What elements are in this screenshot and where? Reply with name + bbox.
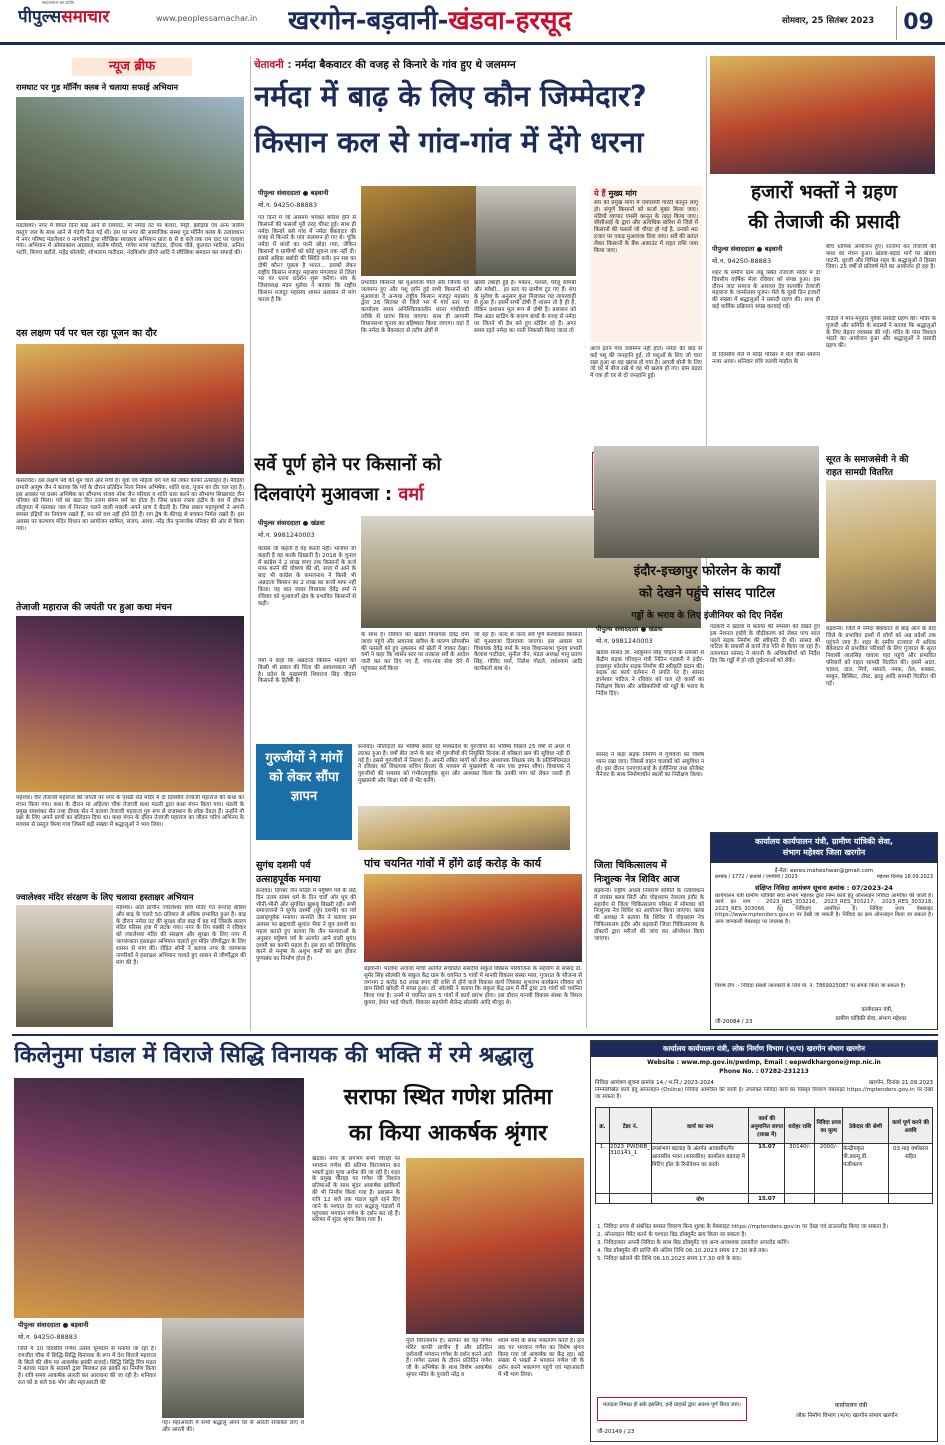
panch-photo [364, 874, 582, 962]
chikitsa-title-1: जिला चिकित्सालय में [594, 860, 667, 871]
section-rule [12, 1034, 938, 1036]
lead-mobile: मो.न. 94250-88883 [258, 201, 318, 209]
tender-col: कार्य पूर्ण करने की अवधि [889, 1108, 933, 1144]
tender-cell [785, 1194, 815, 1204]
tender-1-code: जी-20084 / 23 [715, 1019, 753, 1025]
lead-byline-place: बड़वानी [310, 189, 329, 197]
tejaji-headline-2: की तेजाजी की प्रसादी [748, 211, 900, 233]
indore-byline-place: खंडवा [648, 625, 663, 633]
tender-cell: 2023_PWDRB_310141_1 [609, 1144, 651, 1194]
tender-total-value: 15.07 [749, 1194, 785, 1204]
lead-body-3: खासी तबाही हुई है। मकान, फसलें, घरेलू सामग्री और मवेशी... हर स्तर पर ग्रामीण टूट गए हैं। संघ के मुलेवा के अनुसार कुल मिलाकर यह लापरवाही से हुआ है। इसमें सभी दोषी हैं शासन तो है ही है, लेकिन प्रशासन मूल रूप से दोषी है। प्रशासन को मिस अंडर स्टडिंग के कारण बांधों के वजह से नर्मदा पर जितने भी डैम बने हुए स्टेडिंग रहे हैं। अगर समय रहते नर्मदा का पानी निकासी किया जाता तो [474, 280, 576, 334]
tender-1-sign-2: ग्रामीण यांत्रिकी सेवा, संभाग महेश्वर [835, 1016, 907, 1022]
tender-cell: 2000/- [815, 1144, 843, 1194]
tender-cell [889, 1194, 933, 1204]
news-brief-label: न्यूज ब्रीफ [72, 58, 192, 76]
tender-cell [596, 1194, 610, 1204]
panch-headline: पांच चयनित गांवों में होंगे ढाई करोड़ के कार्य [364, 857, 542, 870]
tagline: सदाशयता का प्रयोग [42, 1, 75, 6]
indore-byline-name: पीपुल्स संवाददाता [596, 625, 639, 633]
section-title-2: खंडवा-हरसूद [448, 6, 572, 36]
ganesh-byline-place: बड़वानी [70, 1321, 89, 1329]
sarve-headline-2 [254, 482, 499, 508]
brief-4-photo [16, 905, 113, 1027]
tender-cell: उपसंभाग बड़वाह के अंतर्गत आवासीय/गैर आवासीय भवन (शासकीय) कार्यालय बड़वाह में मिटिंग हॉल के रिनोवेशन का कार्य। [651, 1144, 749, 1194]
tender-col: क्र. [596, 1108, 610, 1144]
tejaji-byline-place: बड़वानी [764, 245, 783, 253]
ganesh-mobile: मो.न. 94250-88883 [18, 1333, 78, 1341]
ganesh-photo-1 [14, 1078, 304, 1318]
tender-cell: 15.07 [749, 1144, 785, 1194]
brief-3-photo [16, 616, 244, 792]
surat-photo [826, 480, 936, 622]
tejaji-photo [710, 56, 935, 174]
tender-2-ref: निविदा आमंत्रण सूचना क्रमांक 14 / भ.नि./ 2023-2024 [595, 1080, 714, 1086]
tender-1-sign-1: कार्यपालन यंत्री, [861, 1007, 893, 1013]
masthead-rule [0, 42, 945, 45]
tender-cell: केन्द्रीयकृत पी.डब्ल्यू.डी. पंजीकरण [843, 1144, 889, 1194]
tender-1 [710, 832, 938, 1030]
ganesh-photo-2 [162, 1318, 304, 1418]
tender-1-phone: विशेष टीप :- निविदा संबंधी जानकारी के लिये मो. नं. 7869925087 पर संपर्क किया जा सकता है। [715, 983, 906, 989]
sarve-body-1: कांग्रेस जो कहती है वह करती नहीं। भाजपा जो कहती है वह करके दिखाती है। 2018 के चुनाव में कांग्रेस ने 2 लाख रुपए तक किसानों के कर्ज माफ करने की घोषणा की थी, सत्ता में आने के बाद भी कांग्रेस के कमलनाथ ने किसी भी अन्नदाता किसान का 2 लाख का कर्जा माफ नहीं किया। यह बात जावर विधायक देवेंद्र वर्मा ने रविवार को मुआवजों क्षेत्र के प्रभावित किसानों से कही। [258, 546, 356, 607]
tejaji-body-3: बीच धार्मिक आयोजन हुए। रतजगा कर तेजाजी की कथा का मंचन हुआ। खंडवा-बड़दा मार्ग पर खंडवा पाटनी, धुरजी और विभिन्न शहर के श्रद्धालुओं ने हिस्सा लिया। 25 वर्षों से प्रतिवर्ष मेले का आयोजन हो रहा है। [826, 244, 936, 271]
tender-col: ठेकेदार की श्रेणी [843, 1108, 889, 1144]
news-brief-column [16, 56, 246, 916]
demands-title [594, 188, 698, 199]
tender-cell [843, 1194, 889, 1204]
brief-4-body: महेश्वर। अति प्राचीन ज्वालेश्वर शिव मंदिर गत सप्ताह बारिश और बाढ़ के चलते 50 प्रतिशत से अधिक प्रभावित हुआ है। बाढ़ के दौरान नर्मदा तट की सुरक्षा वॉल बाढ़ में बह गई जिसके कारण मंदिर परिसर हवा में लटक गया। नगर के रिप पक्की ने रविवार को ज्वालेश्वर मंदिर की संरक्षण और सुरक्षा के लिए नगर में जागरूकता हस्ताक्षर अभियान चलाते हुए मंदिर जीर्णोद्धार के लिए शासन से मांग की। रोहित सोनी ने बताया नगर के जागरूक नागरिकों ने हस्ताक्षर अभियान चलाते हुए शासन से जीर्णोद्धार की मांग की है। [116, 905, 246, 966]
lead-body-4: आज इतने गांव जलमग्न नहीं होते। नर्मदा की बाढ़ से कई पशु की जनहानि हुई, तो पशुओं के लिए जो चारा रखा हुआ था वह खराब हो गया है। अगली बोनी के लिए जो घर में बीज रखे थे वह भी खराब हो गए। ग्राम बड़दा में एक ही घर से दो जनहानि हुई। [590, 346, 702, 380]
lead-headline-1: नर्मदा में बाढ़ के लिए कौन जिम्मेदार? [254, 79, 647, 113]
table-row [596, 1144, 933, 1194]
indore-headline-1: इंदौर-इच्छापुर फोरलेन के कार्यों [633, 564, 781, 579]
logo-left: पीपुल्स [18, 7, 62, 27]
surat-headline-1: सूरत के समाजसेवी ने की [826, 455, 909, 465]
lead-body-2: प्रभावित किसानों को मुआवजा मिले और जिनके घर जलमग्न हुए और पशु हानि हुई सभी किसानों को मुआवजा दें अन्यथा राष्ट्रीय किसान मजदूर महासंघ द्वारा 26 सितंबर से जिले भर में गांव स्तर पर कार्यालय समय अनिश्चितकालीन धरना गांधीवादी तरीके से प्रारंभ किया जाएगा। साथ ही आगामी विधानसभा चुनाव का बहिष्कार किया जाएगा। वहां दें कि नर्मदा के बैकवाटर से तटीय क्षेत्रों में [361, 280, 469, 334]
indore-byline: पीपुल्स संवाददाता ● खंडवा [596, 625, 663, 633]
brief-4-title: ज्वालेश्वर मंदिर संरक्षण के लिए चलाया हस्ताक्षर अभियान [16, 893, 194, 903]
col-rule-3 [586, 628, 587, 1028]
col-rule-1 [250, 56, 251, 1031]
gurujiyon-photo [358, 806, 570, 850]
tender-2-total-row [596, 1194, 933, 1204]
ganesh-body-4: मूर्ति विराजमान है। सराफा का यह गणेश मंदिर काफी प्राचीन है और प्रतिदिन दर्शनार्थी भगवान गणेश के दर्शन करने आते हैं। गणेश उत्सव के दौरान प्रतिदिन गणेश जी के अभिषेक के साथ विशेष आकर्षक श्रृंगार मंदिर के पुजारी नरेंद्र व [406, 1338, 492, 1379]
chikitsa-title-2: निःशुल्क नेत्र शिविर आज [594, 874, 680, 885]
tejaji-mobile: मो.न. 94250-88883 [712, 257, 772, 265]
brief-1-body: मंडलेश्वर। नगर में विगत दिनों बाढ़ आने से रामघाट, माँ नर्मदा तट पर कचरा, मिट्टी, झाड़ियां एवं अन्य जलीय वस्तुएं जल के साथ आने से गंदगी फैल गई थी। इस पर नगर की सामाजिक संस्था गुड मॉर्निंग क्लब के तत्वावधान में नगर परिषद मंडलेश्वर व नागरिकों द्वारा स्वैच्छिक स्वच्छता अभियान प्रातः 6 से 8 बजे तक राम घाट पर चलाया गया। अभियान में ओमप्रकाश अग्रवाल, संतोष मोयदे, गणेश माया पाटीदार, दीपक चौबे, कुलवंत भाटिया, अनिल भटोरे, बिजय बर्डोले, महेंद्र सोलंकी, शोभाराम पाटीदार, नंदकिशोर डोंगरे आदि ने स्वैच्छिक श्रमदान कर सफाई की। [16, 223, 244, 257]
indore-photo [594, 446, 819, 558]
ganesh-body-3: खंडवा। नगर के लगभग सभी चौराहों पर भगवान गणेश की प्रतिमा विराजमान कर भक्तों द्वारा पूजा अर्चना की जा रही है। शहर के प्रमुख चौराहा पर गणेश जी विशाल प्रतिमाओं के साथ सुंदर आकर्षक झांकियों की भी निर्माण किया गया है। प्रशासन के रात्रि 12 बजे तक पंडाल खुले रहने दिए जाने के पश्चात देर रात श्रद्धालु पंडालों में पहुंचकर भगवान गणेश के दर्शन कर रहे हैं। सराफा में सुंदर श्रृंगार किया गया है। [312, 1156, 400, 1224]
tender-col: कार्य की अनुमानित लागत (लाख में) [749, 1108, 785, 1144]
tender-cell [815, 1194, 843, 1204]
sarve-headline-1: सर्वे पूर्ण होने पर किसानों को [254, 454, 441, 475]
ganesh-body-5: श्याम शर्मा के साथ भक्तगण करते हैं। हल छठ पर भगवान गणेश का विशेष श्रृंगार किया गया जो आकर्षक का केंद्र रहा। बड़े संख्या में भक्तों ने भगवान गणेश जी के दर्शन करने भक्तगण पहुंचे एवं महाआरती में भी भाग लिया। [498, 1338, 584, 1379]
section-title-1: खरगोन-बड़वानी- [288, 6, 449, 36]
page-number: 09 [896, 6, 940, 40]
brief-3-title: तेजाजी महाराज की जयंती पर हुआ कथा मंचन [16, 602, 172, 613]
tender-1-ref-date: महेश्वर दिनांक 18.09.2023 [876, 874, 933, 880]
tender-2-table [595, 1107, 933, 1204]
sarve-body-3: के साथ है। रविवार को खंडवा विधायक देवेंद्र वर्मा जावर पहुंचे और अचानक बारिश के कारण सोयाबीन की फसलों को हुए नुकसान को खेतों में जाकर देखा। वर्मा ने कहा कि शासन स्तर पर तत्काल सर्वे के आदेश जारी कर कर दिए गए हैं, गांव-गांव सेवा देने में पहुंचकर सर्वे किया [361, 632, 469, 673]
tender-1-subject: संक्षिप्त निविदा आमंत्रण सूचना क्रमांक : 07/2023-24 [755, 884, 893, 892]
tejaji-byline-name: पीपुल्स संवाददाता [712, 245, 755, 253]
tender-cell: 1. [596, 1144, 610, 1194]
sarve-body-2: वर्मा ने कहा कि अन्नदाता किसान भाइयों को किसी भी प्रकार की चिंता की आवश्यकता नहीं है। प्रदेश के मुख्यमंत्री शिवराज सिंह चौहान किसानों के हितैषी हैं। [258, 658, 356, 685]
brief-2-body: कसरावद। दस लक्षण पर्व की धूम चारों ओर मची है। युवा एवं महिला वर्ग पर्व को लेकर काफी उत्साहित है। मीडिया प्रभारी आयुष जैन ने बताया कि पर्व के दौरान प्रतिदिन नित्य नियम अभिषेक, शांति धारा, पूजन का दौर चल रहा है। इस अवसर पर प्रथम अभिषेक का सौभाग्य संजय नरेश जैन परिवार व शांति धारा करने का सौभाग्य शिखरचंद जैन परिवार को मिला। पर्व का छठा दिन उत्तम संयम धर्म का होता है। जिस प्रकार रास्ता इंद्रीय के वश में होकर लोलुपता में फंसकर जल में निरन्तर चलने वाली मछली अपने प्राण दे बैठती है। जिस प्रकार महापुरुषों ने अपनी समस्त इंद्रियों पर नियंत्रण रखते हैं, मन को वश नहीं होने देते हैं। राग द्वेष के कीचड़ से बचकर निर्मल रखते हैं। इस अवसर पर कल्याण मंदिर विधान का आयोजन सामिल, संजय, आशा, नरेंद्र जैन पुन्यार्जक परिवार की ओर से किया गया। [16, 478, 244, 532]
tender-cell: 03 माह वर्षाकाल सहित [889, 1144, 933, 1194]
masthead [0, 0, 945, 46]
lead-byline: पीपुल्स संवाददाता ● बड़वानी [258, 189, 329, 197]
brief-1-photo [16, 97, 244, 220]
sarve-headline-2a: दिलवाएंगे मुआवजा : [254, 484, 399, 505]
tejaji-body-4: पंडितों ने मान-मनुहार पूर्वक प्रसादी ग्रहण की। मंदिर के पुजारी और समिति के सदस्यों ने बताया कि श्रद्धालुओं के लिए बेहतर व्यवस्था की गई। मंदिर के पास विशाल भंडारे का आयोजन हुआ और श्रद्धालुओं ने प्रसादी ग्रहण की। [826, 316, 936, 350]
gurujiyon-box: गुरुजीयों ने मांगों को लेकर सौंपा ज्ञापन [256, 744, 352, 840]
tender-1-header [711, 833, 937, 863]
tender-total-label: योग [651, 1194, 749, 1204]
tender-1-title-1: कार्यालय कार्यपालन यंत्री, ग्रामीण यांत्रिकी सेवा, [754, 837, 894, 846]
website: www.peoplessamachar.in [156, 14, 258, 23]
indore-body-1: खंडवा सांसद ज्ञा. नंदकुमार सिंह चौहान के प्रयासों से केंद्रीय सड़क परिवहन मंत्री नितिन गडकरी ने इंदौर-इच्छापुर फोरलेन सड़क निर्माण की स्वीकृति प्रदान की। सड़क का कार्य वर्तमान में प्रगति पर है। सांसद ज्ञानेश्वर पाटिल ने रविवार को चल रहे कार्यों का निरीक्षण किया और अधिकारियों को गड्ढों के भराव के निर्देश दिए। [596, 650, 704, 697]
sarve-mobile: मो.न. 9981240003 [258, 531, 315, 539]
brief-3-body: महेश्वर। वीर तेजाजी महाराज की जयंती पर नगर के एसडी रोड मंदिर में दो दिवसीय तेजाजी महाराज की कथा का मंचन किया गया। कथा के दौरान मां अहिल्या चौक तेजाजी कथा मंडली द्वारा कथा मंचन किया गया। मंडली के प्रमुख रामशंकर सेन तथा दीपक सेन ने बताया तेजाजी महाराज गुरु रूप से राजस्थान के लोक देवता हैं। उन्होंने गौ रक्षा के लिए अपने प्राणों का बलिदान दिया था। कथा मंचन के दौरान तेजाजी महाराज का जीवन चरित्र अभिनय के माध्यम से प्रस्तुत किया गया जिसमें बड़ी संख्या में श्रद्धालुओं ने भाग लिया। [16, 795, 244, 829]
demands-body: संघ की प्रमुख मांगों में एमएसपी गारंटी कानून लागू हो। संपूर्ण किसानों को कर्जा मुक्त किया जाए। मंडियों व्यापार एमसी कानून के तहत किया जाए। सीसीआई के द्वारा और अत्यधिक बारिश से जिले में किसानों की फसलें जो चौपट हो गई है, उनको 40 हजार पर एकड़ मुआवजा दिया जाए। सर्वे की बतात लेकर किसानों के बैंक अकाउंट में राहत राशि जमा किया जाए। [594, 200, 698, 254]
ganesh-headline-2: का किया आकर्षक श्रृंगार [348, 1121, 548, 1146]
tender-col: टेंडर नं. [609, 1108, 651, 1144]
surat-headline-2: राहत सामग्री वितरित [826, 468, 893, 478]
lead-photo-2 [476, 186, 576, 276]
ganesh-banner: किलेनुमा पंडाल में विराजे सिद्धि विनायक की भक्ति में रमे श्रद्धालु [14, 1043, 533, 1068]
lead-kicker-label: चेतावनी : [254, 59, 292, 71]
tender-col: कार्य का नाम [651, 1108, 749, 1144]
gurujiyon-body: सनावद। नीतिदातों का भविष्य संवार रहे मध्यप्रदेश के गुरुजीयों का भविष्य पिछले 25 वर्षों से अधर में लटका हुआ है। वर्षों बीत जाने के बाद भी गुरुजीयों की नियुक्ति दिनांक से वरिष्ठता क्रम की सुविधा नहीं दी गई है। इससे गुरुजीयों में निराशा है। अपनी लंबित मांगों को लेकर अध्यापक शिक्षक संघ के प्रतिनिधिमंडल ने रविवार को विधायक सचिन बिरला के माध्यम से मुख्यमंत्री के नाम एक ज्ञापन सौंपा। विधायक ने गुरुजीयों की समस्या को गंभीरतापूर्वक सुना और आश्वस्त किया कि उनकी मांग को लेकर जल्दी ही मुख्यमंत्री और शिक्षा मंत्री से भेंट करेंगे। [358, 744, 570, 785]
sugandh-title-1: सुगंध दशमी पर्व [256, 860, 311, 871]
ganesh-byline: पीपुल्स संवाददाता ● बड़वानी [18, 1321, 89, 1329]
demands-box [590, 186, 702, 342]
indore-subhead: गड्ढों के भराव के लिए इंजीनियर को दिए निर्देश [631, 611, 783, 621]
tender-2-phone: Phone No. : 07282-231213 [719, 1068, 809, 1075]
tender-2-intro: निम्नलिखित कार्य हेतु ऑनलाइन (Online) निविदा आमंत्रित की जाती है। उपरोक्त निविदा कार्य का विस्तृत विवरण वेबसाइट https://mptenders.gov.in पर देखा जा सकता है। [595, 1087, 933, 1100]
sarve-byline-name: पीपुल्स संवाददाता [258, 519, 301, 527]
sugandh-body: सनावद। दिगंबर जैन मंदिरों में पर्युषण पर्व के छठे दिन उत्तम संयम धर्म के दिन चारों ओर धूप की भीनी-भीनी और सुगंधित खुशबू बिखरी रही। सभी समाजजनों ने सुगंध दशमी (धूप दशमी) का पर्व उत्साहपूर्वक मनाया। सन्मति जैन ने बताया इस अवसर पर ब्रह्मचारी सुशांत भैया ने धूप दशमी का महत्व बताते हुए बताया कि जैन मान्यताओं के अनुसार पर्युषण पर्व के अंतर्गत आने वाली सुगंध दशमी का काफी महत्व है। इस व्रत को विधिपूर्वक करने से मनुष्य के अशुभ कर्मों का क्षय होकर पुण्यबंध का निर्माण होता है। [256, 888, 356, 963]
sugandh-title-2: उत्साहपूर्वक मनाया [256, 874, 321, 885]
indore-headline-2: को देखने पहुंचे सांसद पाटिल [638, 586, 776, 601]
lead-kicker-text: नर्मदा बैकवाटर की वजह से किनारे के गांव हुए थे जलमग्न [295, 59, 516, 71]
ganesh-body-1: जिले में 10 दिवसीय गणेश उत्सव धूमधाम से मनाया जा रहा है। रणजीत चौक में सिद्धि-सिद्धि विनायक के रूप में देश विराजे महाराज के किले की थीम पर आकर्षक झांकी सजाई। सिद्धि सिद्धि मित्र मंडल ने बताया मंडल के सदस्यों द्वारा मिलकर इस झांकी का निर्माण किया है। रात्रि समय आकर्षक आरती कर आराधना की जा रही है। शनिवार रात को 8 बजे 56 भोग और महाआरती की [18, 1346, 156, 1387]
tender-2-code: जी-20149 / 23 [597, 1429, 635, 1435]
tender-cell [609, 1194, 651, 1204]
ganesh-body-2: गई। महाआरती में सभी श्रद्धालु अपने घर से आरती सजाकर लाए थे और आरती की। [162, 1420, 304, 1433]
tender-2-header: कार्यालय कार्यपालन यंत्री, लोक निर्माण विभाग (भ/प) खरगोन संभाग खरगोन [591, 1041, 937, 1057]
ganesh-photo-3 [406, 1158, 584, 1334]
section-title [288, 2, 658, 40]
tejaji-byline: पीपुल्स संवाददाता ● बड़वानी [712, 245, 783, 253]
surat-body: बड़वानी। जिले में नर्मदा बैकवाटर से बाढ़ आने के बाद जिले के प्रभावित ग्रामों में लोगों को अन्न प्रदेशों तक पहुंचने लगा है। शहर के समीप राजघाट में अधिक बैकवाटर से प्रभावित परिवारों के लिए गुजरात के सूरत निवासी लालसिंह चावला यहां पहुंचे और प्रभावित परिवारों को राहत सामग्री वितरित की। इसमें आटा, चावल, दाल, मिर्च, मसाले, नमक, तेल, शक्कर, साबुन, बिस्किट, टोस्ट, झाड़ू आदि सामग्री वितरित की गई। [826, 626, 936, 687]
tejaji-body-2: दो दिवसीय मेले में मंदिर परिसर में मेले जैसा स्वरूप नजर आया। शनिवार रात्रि जलवी माहौल के [712, 352, 820, 365]
tender-2 [590, 1040, 938, 1442]
lead-body-1: गत दिनों में जो असमय भयंकर बारिश होने से किसानों की फसलों पूरी तरह चौपट हुई। साथ ही नर्मदा किनारे बसे गांव में नर्मदा बैकवाटर की वजह से किनारे के गांव जलमग्न हो गए थे। चूंकि नर्मदा में बांधों का पानी छोड़ा गया, लेकिन किसानों व ग्रामीणों को कोई सूचना तक नहीं दी। इससे अधिक बर्बादी की स्थिति बनी। इन सब का दोषी कौन? पूछता है भारत... इसको लेकर राष्ट्रीय किसान मजदूर महासंघ मंगलवार से जिला भर पर धरना प्रदर्शन शुरू करेगा। संघ के जिलाध्यक्ष मदन मुलेवा ने बताया कि राष्ट्रीय किसान मजदूर महासंघ शासन प्रशासन से मांग करता है कि [258, 215, 356, 303]
tender-1-body: कार्यपालन यंत्री ग्रामीण यांत्रिकी सेवा संभाग महेश्वर द्वारा निम्न कार्य हेतु ऑनलाइन निविदा आमंत्रित की जाती है। कार्य का नाम : 2023_RES_303216, 2023_RES_303217, 2023_RES_303218, 2023_RES_303066 हेतु निविदाएं आमंत्रित हैं। निविदा प्रपत्र वेबसाइट https://www.mptenders.gov.in पर देखी जा सकती है। निविदा का क्रय ऑनलाइन किया जा सकता है। अन्य जानकारी वेबसाइट पर उपलब्ध है। [715, 893, 933, 925]
tender-col: धरोहर राशि [785, 1108, 815, 1144]
demands-title-text: मुख्य मांग [608, 189, 637, 198]
logo [18, 4, 168, 30]
chikitsa-body: बड़वानी। राष्ट्रीय अंधत्व निवारण समिति के तत्वावधान में लायंस क्लब सिटी और चोइथराम नेत्रालय इंदौर के सहयोग से जिला चिकित्सालय परिसर में सोमवार को निःशुल्क नेत्र शिविर का आयोजन किया जाएगा। क्लब की अध्यक्ष ने बताया कि शिविर में चोइथराम नेत्र चिकित्सालय इंदौर और बड़वानी जिला चिकित्सालय के डॉक्टरों द्वारा मरीजों की जांच कर ऑपरेशन किया जाएगा। [594, 888, 704, 942]
indore-body-3: गडकरी ने खंडवा में बताया की समस्या को देखते हुए इस नेशनल हाईवे के चौड़ीकरण को लेकर पांच साल पहले सड़क निर्माण की स्वीकृति दी थी। सांसद श्री पाटिल के प्रयासों से कार्य तेज गति से किया जा रहा है। तत्पश्चात सांसद ने कंपनी के अधिकारियों को निर्देश दिए कि गड्ढों में हो रही दुर्घटनाओं को रोकें। [710, 624, 820, 665]
lead-byline-name: पीपुल्स संवाददाता [258, 189, 301, 197]
logo-right: समाचार [61, 7, 110, 27]
ganesh-headline-1: सराफा स्थित गणेश प्रतिमा [343, 1085, 553, 1110]
tender-2-ref-date: खरगोन, दिनांक 21.09.2023 [868, 1080, 933, 1086]
panch-body: बड़वानी। भाजपा अजजा मोर्चा अंतर्गत संचालित संसदीय संकुल विकास परियोजना के सहयोग से सांसद डॉ. सुमेर सिंह सोलंकी के संकुल केंद्र ग्राम के चयनित 5 गांवों में मानवी विकास संस्था मध्य, गुजरात के सौजन्य से लगभग 2 करोड़ 50 लाख रुपए की राशि से होने वाले विकास कार्य जिसका शुभारंभ कार्यक्रम रविवार को ग्राम सिंधी खोदरी में संपन्न हुआ। डॉ. सोलंकी ने बताया कि संकुल केंद्र ग्राम में मैंने द्वारा 25 गांवों को चयनित किया गया है। उनमें से चयनित ग्राम 5 गांवों में कार्य प्रारंभ होगा। इस दौरान मानवी विकास संस्था के विमल कुमार, हेमंत भाई चौधरी, विकास सहयोगी शैलेन्द्र सोलंकी आदि मौजूद थे। [364, 966, 582, 1007]
issue-date: सोमवार, 25 सितंबर 2023 [782, 16, 875, 26]
sarve-body-4: जा रहा है। जल्द से जल्द सर्वे पूर्ण करवाकर किसानों को मुआवजा दिलवाया जाएगा। इस अवसर पर विधायक देवेंद्र वर्मा के साथ विधानसभा चुनाव प्रभारी कैलाश पाटीदार, सुनील जैन, मंडल अध्यक्ष भानु प्रताप सिंह, गोविंद वर्मा, निलेश गोठले, राधेश्याम आदि कार्यकर्ता साथ थे। [474, 632, 582, 673]
tejaji-headline-1: हजारों भक्तों ने ग्रहण [750, 181, 898, 203]
indore-body-2: सांसद ने कहा सड़क निर्माण में गुणवत्ता का विशेष ध्यान रखा जाए। जिससे वाहन चालकों को असुविधा न हो। इस दौरान एनएचएआई के इंजीनियर तथा प्रोजेक्ट मैनेजर के साथ निर्माणाधीन स्थलों का निरीक्षण किया। [596, 752, 704, 779]
tender-col: निविदा प्रपत्र का मूल्य [815, 1108, 843, 1144]
tender-cell: 30140/- [785, 1144, 815, 1194]
sarve-byline-place: खंडवा [310, 519, 325, 527]
tender-2-slogan: मतदाता निष्पक्ष हो सके इसलिए, इन्हें ग्राहकों द्वारा अवश्य पूर्ण किया जाए। [597, 1397, 747, 1421]
tender-2-website: Website : www.mp.gov.in/pwdmp, Email : eepwdkhargone@mp.nic.in [647, 1059, 881, 1066]
sarve-byline: पीपुल्स संवाददाता ● खंडवा [258, 519, 325, 527]
brief-2-title: दस लक्षण पर्व पर चल रहा पूजन का दौर [16, 328, 157, 339]
tender-2-notes: 1. निविदा प्रपत्र से संबंधित समस्त विवरण बिना शुल्क के वेबसाइट https://mptenders.gov.in पर देखा एवं डाउनलोड किया जा सकता है। 2. ऑनलाइन पेमेंट करने के पश्चात बिड डॉक्यूमेंट क्रय किया जा सकता है। 3. निविदाकार अपनी निविदा के साथ बिड डॉक्यूमेंट एवं अन्य आवश्यक दस्तावेज अपलोड करेंगे। 4. बिड डॉक्यूमेंट की प्राप्ति की अंतिम तिथि 06.10.2023 समय 17.30 बजे तक। 5. निविदा खोलने की तिथि 06.10.2023 समय 17.30 बजे के बाद। [597, 1224, 888, 1263]
tender-1-email: ई-मेल: eeres.maheshwar@gmail.com [774, 868, 874, 874]
lead-headline-2: किसान कल से गांव-गांव में देंगे धरना [254, 125, 644, 159]
brief-1-title: रामघाट पर गुड मॉर्निंग क्लब ने चलाया सफाई अभियान [16, 82, 179, 92]
tejaji-body-1: शहर के समीप ग्राम लन्नू स्थित तेजाजी मंदिर में दो दिवसीय वार्षिक मेला रविवार को संपन्न हुआ। इस दौरान जाट समाज के आराध्य देव सत्यवीर तेजाजी महाराज के जन्मोत्सव पूजन। मेले के दूसरे दिन हजारों की संख्या में श्रद्धालुओं ने प्रसादी ग्रहण की। साथ ही कई धार्मिक प्रक्रियाएं संपन्न करवाई गईं। [712, 270, 820, 311]
tender-1-ref: क्रमांक / 1772 / ग्रायांसे / एमपीपी / 2023 [715, 874, 798, 880]
brief-2-photo [16, 344, 244, 474]
tender-2-header-row [596, 1108, 933, 1144]
demands-label: ये हैं [594, 189, 606, 198]
sarve-headline-2b: वर्मा [398, 484, 424, 505]
indore-mobile: मो.न. 9981240003 [596, 637, 653, 645]
tender-2-sign-1: कार्यपालन यंत्री [834, 1402, 868, 1409]
tender-1-title-2: संभाग महेश्वर जिला खरगोन [782, 848, 866, 858]
lead-kicker [254, 58, 704, 72]
ganesh-byline-name: पीपुल्स संवाददाता [18, 1321, 61, 1329]
tender-2-sign-2: लोक निर्माण विभाग (भ/प) खरगोन संभाग खरगोन [796, 1413, 898, 1419]
